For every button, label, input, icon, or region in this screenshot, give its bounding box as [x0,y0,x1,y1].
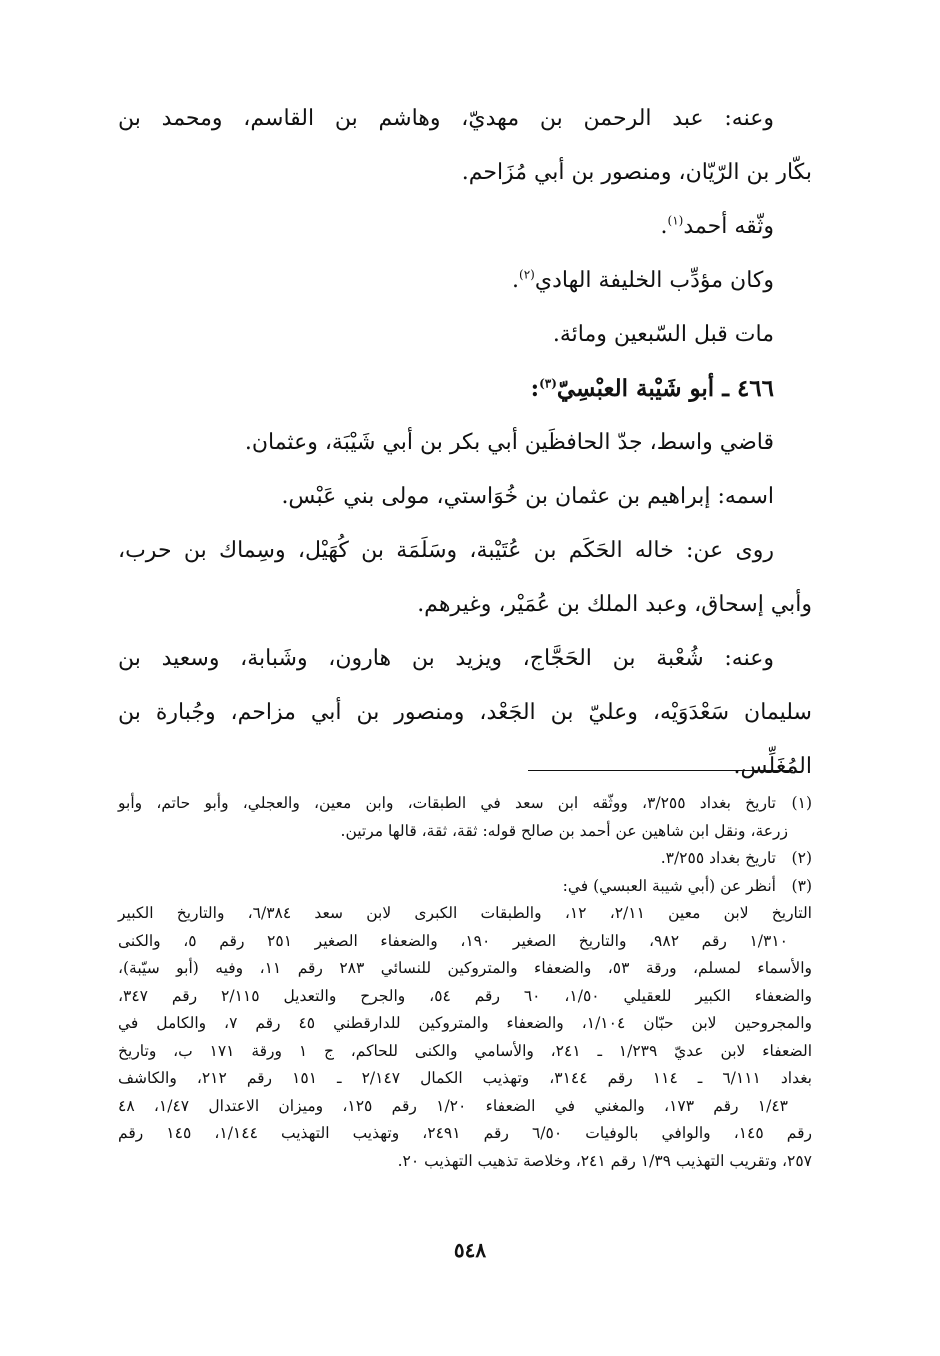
footnote-marker: (٢) [519,267,535,282]
source-line: والضعفاء الكبير للعقيلي ١/٥٠، ٦٠ رقم ٥٤، والجرح والتعديل ٢/١١٥ رقم ٣٤٧، [118,986,812,1005]
footnote-number: (٢) [791,849,812,867]
footnote-line: زرعة، ونقل ابن شاهين عن أحمد بن صالح قوله: ثقة، ثقة، قالها مرتين. [340,821,788,840]
text-line: مات قبل السّبعين ومائة. [552,322,774,347]
text-run: وكان مؤدِّب الخليفة الهادي [534,268,774,293]
heading-text: ٤٦٦ ـ أبو شَيْبة العبْسِيّ [556,375,774,402]
source-line: ١/٤٣ رقم ١٧٣، والمغني في الضعفاء ١/٢٠ رقم ١٢٥، وميزان الاعتدال ١/٤٧، ٤٨ [118,1096,788,1115]
text-run: . [660,214,668,239]
text-line: وعنه: عبد الرحمن بن مهديّ، وهاشم بن القاسم، ومحمد بن [118,106,774,131]
main-text [118,92,812,794]
footnote [118,873,812,901]
footnote [118,845,812,873]
footnote-marker: (١) [667,213,684,228]
source-line: الضعفاء لابن عديّ ١/٢٣٩ ـ ٢٤١، والأسامي والكنى للحاكم، ج ١ ورقة ١٧١ ب، وتاريخ [118,1041,812,1060]
footnote-line: تاريخ بغداد ٣/٢٥٥. [660,849,776,867]
text-line: اسمه: إبراهيم بن عثمان بن خُوَاستي، مولى بني عَبْس. [281,484,774,509]
footnote-separator [528,770,793,771]
source-line: التاريخ لابن معين ٢/١١، ١٢، والطبقات الكبرى لابن سعد ٦/٣٨٤، والتاريخ الكبير [118,904,812,922]
footnotes [118,790,812,1175]
footnote-line: تاريخ بغداد ٣/٢٥٥، ووثّقه ابن سعد في الطبقات، وابن معين، والعجلي، وأبو حاتم، وأبو [118,794,776,812]
text-line: روى عن: خاله الحَكَم بن عُتَيْبة، وسَلَمَة بن كُهَيْل، وسِماك بن حرب، [118,538,774,563]
text-line: سليمان سَعْدَوَيْه، وعليّ بن الجَعْد، ومنصور بن أبي مزاحم، وجُبارة بن [118,700,812,725]
text-line: المُغَلِّس. [733,754,812,779]
text-run: . [512,268,520,293]
source-line: بغداد ٦/١١١ ـ ١١٤ رقم ٣١٤٤، وتهذيب الكمال ٢/١٤٧ ـ ١٥١ رقم ٢١٢، والكاشف [118,1069,812,1087]
footnote-number: (١) [791,794,812,812]
text-line: وأبي إسحاق، وعبد الملك بن عُمَيْر، وغيرهم. [417,592,812,617]
page-number: ٥٤٨ [453,1238,487,1262]
sources-list [118,900,812,1175]
footnote-line: أنظر عن (أبي شيبة العبسي) في: [562,876,776,895]
text-line: قاضي واسط، جدّ الحافظَين أبي بكر بن أبي شَيْبَة، وعثمان. [244,430,774,455]
entry-heading [118,362,812,416]
footnote-marker: (٣) [539,376,557,391]
text-run: وثّقه أحمد [683,214,774,239]
footnote-number: (٣) [791,876,812,895]
source-line: رقم ١٤٥، والوافي بالوفيات ٦/٥٠ رقم ٢٤٩١، وتهذيب التهذيب ١/١٤٤، ١٤٥ رقم [118,1124,813,1142]
footnote [118,790,812,845]
text-line: وعنه: شُعْبة بن الحَجَّاج، ويزيد بن هارون، وشَبابة، وسعيد بن [118,646,774,671]
text-line [118,200,812,254]
source-line: والأسماء لمسلم، ورقة ٥٣، والضعفاء والمتروكين للنسائي ٢٨٣ رقم ١١، وفيه (أبو سيّبة)، [118,959,812,977]
text-line [118,254,812,308]
text-line: بكّار بن الرّيّان، ومنصور بن أبي مُزَاحم. [461,160,812,185]
source-line: ١/٣١٠ رقم ٩٨٢، والتاريخ الصغير ١٩٠، والضعفاء الصغير ٢٥١ رقم ٥، والكنى [118,931,788,950]
source-line: والمجروحين لابن حبّان ١/١٠٤، والضعفاء والمتروكين للدارقطني ٤٥ رقم ٧، والكامل في [118,1014,812,1032]
text-run: : [530,375,540,402]
source-line: ٢٥٧، وتقريب التهذيب ١/٣٩ رقم ٢٤١، وخلاصة تذهيب التهذيب ٢٠. [397,1151,812,1170]
